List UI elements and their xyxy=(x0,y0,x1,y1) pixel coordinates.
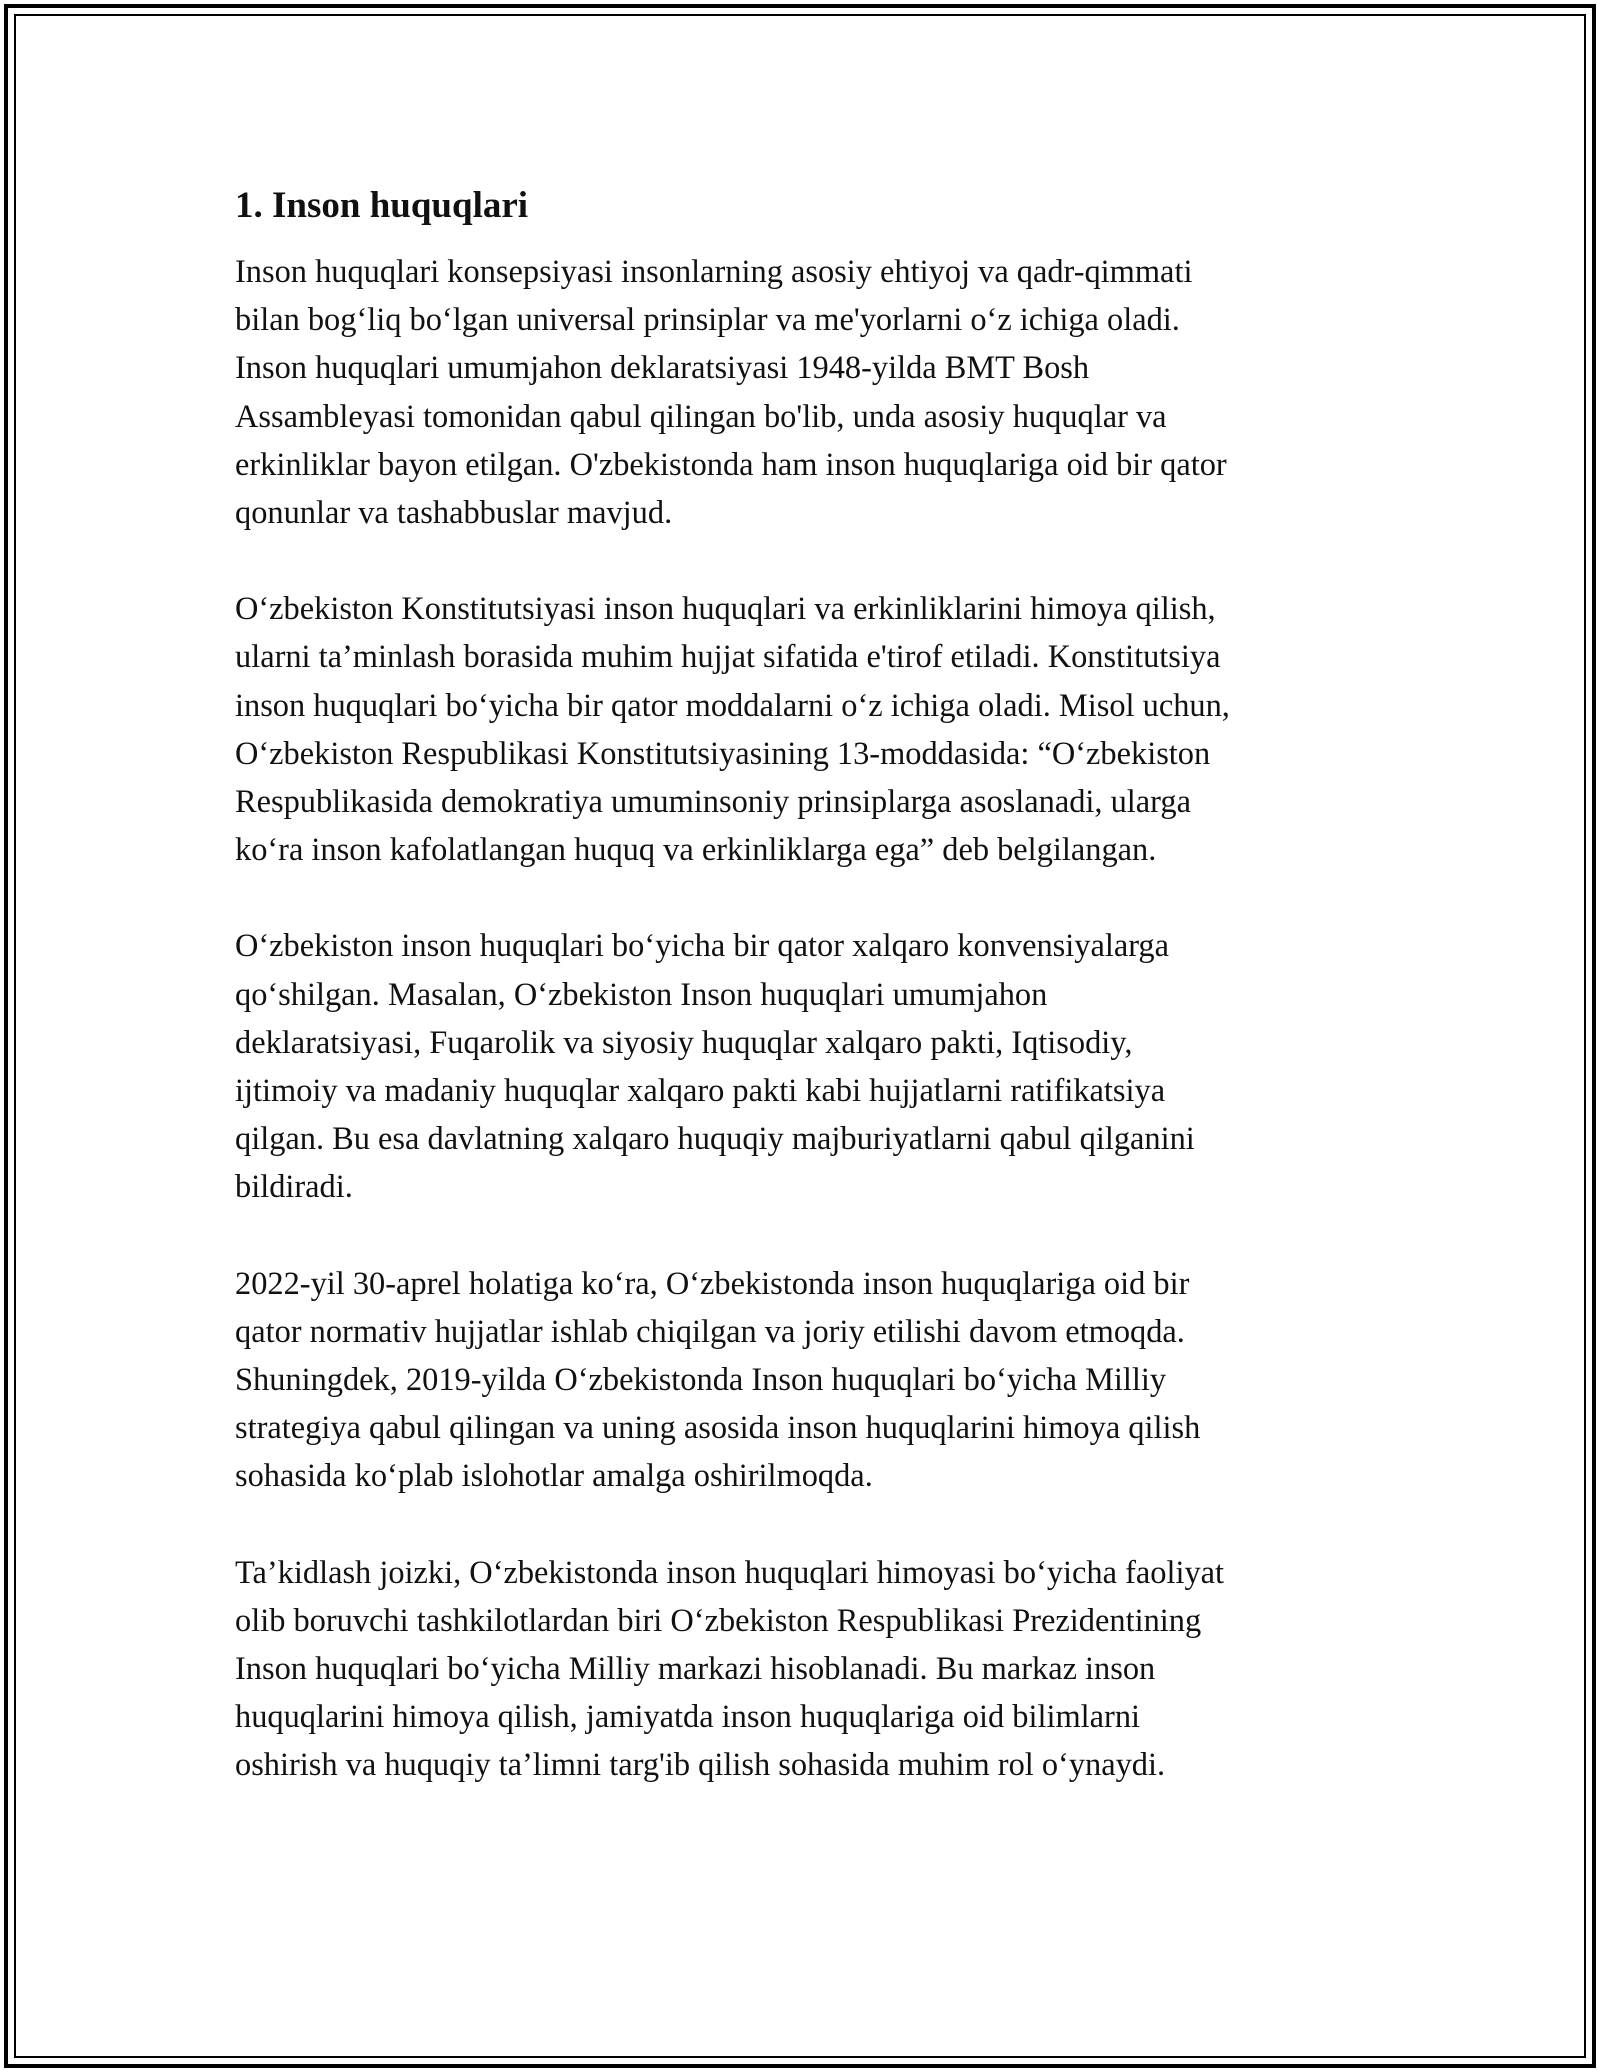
paragraph-1: Inson huquqlari konsepsiyasi insonlarning asosiy ehtiyoj va qadr-qimmati bilan bog‘liq bo‘lgan universal prinsiplar va me'yorlarni o‘z ichiga oladi. Inson huquqlari umumjahon deklaratsiyasi 1948-yilda BMT Bosh Assambleyasi tomonidan qabul qilingan bo'lib, unda asosiy huquqlar va erkinliklar bayon etilgan. O'zbekistonda ham inson huquqlariga oid bir qator qonunlar va tashabbuslar mavjud. xyxy=(235,254,1227,532)
document-body xyxy=(235,182,1365,1838)
paragraph-5: Ta’kidlash joizki, O‘zbekistonda inson huquqlari himoyasi bo‘yicha faoliyat olib boruvchi tashkilotlardan biri O‘zbekiston Respublikasi Prezidentining Inson huquqlari bo‘yicha Milliy markazi hisoblanadi. Bu markaz inson huquqlarini himoya qilish, jamiyatda inson huquqlariga oid bilimlarni oshirish va huquqiy ta’limni targ'ib qilish sohasida muhim rol o‘ynaydi. xyxy=(235,1554,1225,1784)
paragraph-4: 2022-yil 30-aprel holatiga ko‘ra, O‘zbekistonda inson huquqlariga oid bir qator normativ hujjatlar ishlab chiqilgan va joriy etilishi davom etmoqda. Shuningdek, 2019-yilda O‘zbekistonda Inson huquqlari bo‘yicha Milliy strategiya qabul qilingan va uning asosida inson huquqlarini himoya qilish sohasida ko‘plab islohotlar amalga oshirilmoqda. xyxy=(235,1265,1201,1495)
paragraph-3: O‘zbekiston inson huquqlari bo‘yicha bir qator xalqaro konvensiyalarga qo‘shilgan. Masalan, O‘zbekiston Inson huquqlari umumjahon deklaratsiyasi, Fuqarolik va siyosiy huquqlar xalqaro pakti, Iqtisodiy, ijtimoiy va madaniy huquqlar xalqaro pakti kabi hujjatlarni ratifikatsiya qilgan. Bu esa davlatning xalqaro huquqiy majburiyatlarni qabul qilganini bildiradi. xyxy=(235,928,1195,1206)
paragraph-2: O‘zbekiston Konstitutsiyasi inson huquqlari va erkinliklarini himoya qilish, ularni ta’minlash borasida muhim hujjat sifatida e'tirof etiladi. Konstitutsiya inson huquqlari bo‘yicha bir qator moddalarni o‘z ichiga oladi. Misol uchun, O‘zbekiston Respublikasi Konstitutsiyasining 13-moddasida: “O‘zbekiston Respublikasida demokratiya umuminsoniy prinsiplarga asoslanadi, ularga ko‘ra inson kafolatlangan huquq va erkinliklarga ega” deb belgilangan. xyxy=(235,591,1230,869)
section-heading: 1. Inson huquqlari xyxy=(235,185,529,226)
